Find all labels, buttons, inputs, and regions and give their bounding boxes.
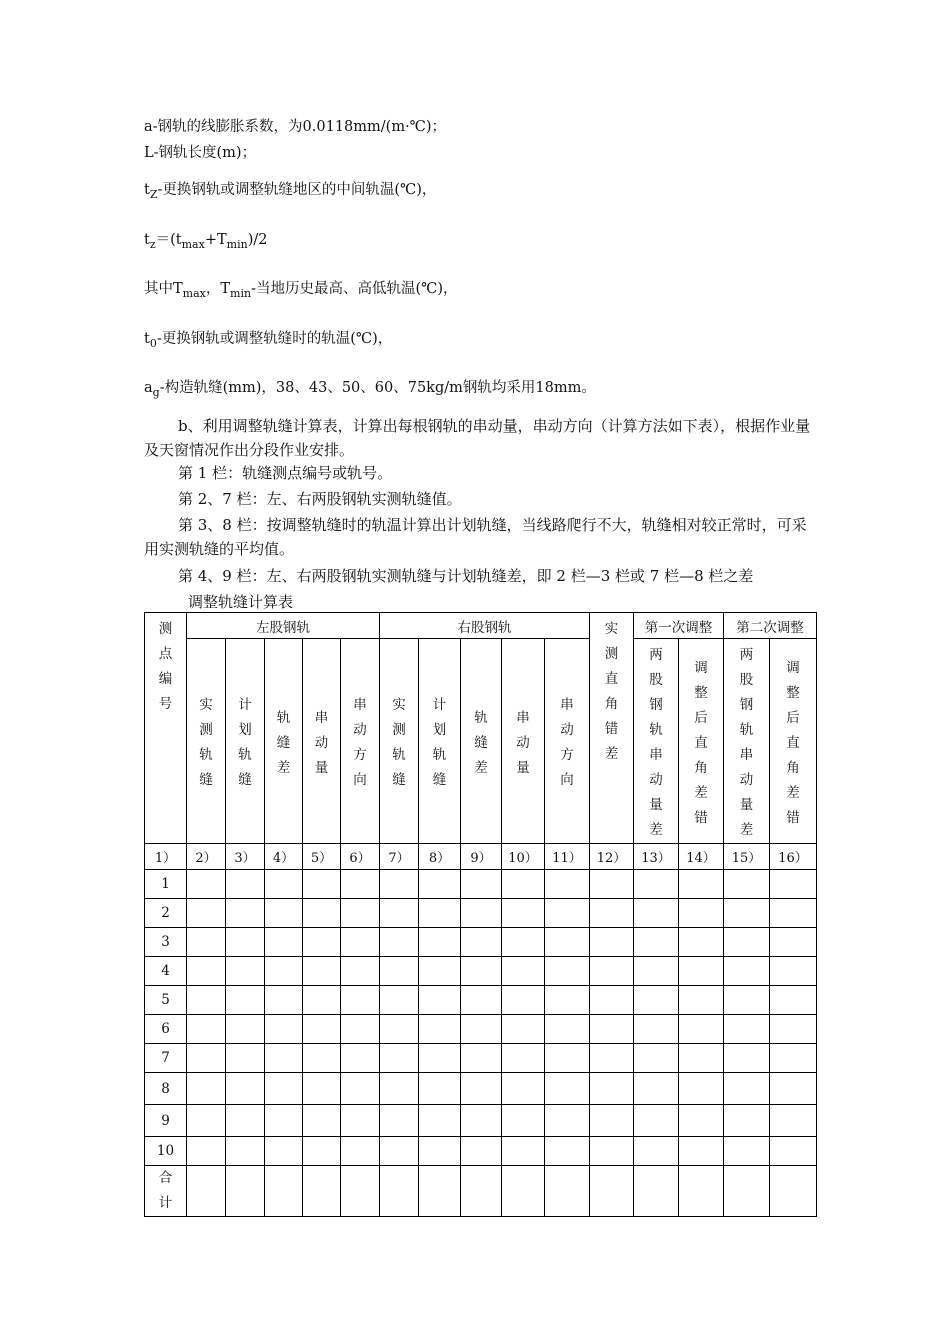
- empty-cell: [502, 928, 545, 957]
- empty-cell: [419, 1137, 461, 1166]
- empty-cell: [502, 870, 545, 899]
- empty-cell: [303, 1166, 341, 1217]
- empty-cell: [380, 986, 419, 1015]
- empty-cell: [770, 1044, 817, 1073]
- empty-cell: [419, 1015, 461, 1044]
- empty-cell: [770, 1015, 817, 1044]
- empty-cell: [590, 1137, 634, 1166]
- empty-cell: [419, 1044, 461, 1073]
- empty-cell: [724, 1166, 770, 1217]
- column-number-cell: 3）: [226, 844, 265, 870]
- header-adjust2-shift-diff: 两股钢轨串动量差: [724, 639, 770, 844]
- empty-cell: [265, 928, 303, 957]
- column-number-cell: 15）: [724, 844, 770, 870]
- empty-cell: [634, 1105, 679, 1137]
- empty-cell: [187, 1044, 226, 1073]
- empty-cell: [502, 1166, 545, 1217]
- header-right-shift-amount: 串动量: [502, 639, 545, 844]
- empty-cell: [380, 1044, 419, 1073]
- table-row: [145, 1015, 817, 1044]
- empty-cell: [341, 1073, 380, 1105]
- empty-cell: [590, 1105, 634, 1137]
- empty-cell: [634, 1015, 679, 1044]
- empty-cell: [226, 1073, 265, 1105]
- empty-cell: [303, 986, 341, 1015]
- column-number-cell: 11）: [545, 844, 590, 870]
- header-adjust1-shift-diff: 两股钢轨串动量差: [634, 639, 679, 844]
- empty-cell: [341, 957, 380, 986]
- empty-cell: [303, 1137, 341, 1166]
- empty-cell: [187, 986, 226, 1015]
- empty-cell: [461, 870, 502, 899]
- empty-cell: [679, 1015, 724, 1044]
- column-number-cell: 1）: [145, 844, 187, 870]
- header-left-rail: 左股钢轨: [187, 613, 380, 639]
- empty-cell: [461, 928, 502, 957]
- text-line-middle-temp: $t_Z-$更换钢轨或调整轨缝地区的中间轨温(℃)，: [144, 182, 437, 201]
- empty-cell: [265, 1015, 303, 1044]
- empty-cell: [265, 870, 303, 899]
- header-second-adjust: 第二次调整: [724, 613, 817, 639]
- empty-cell: [380, 957, 419, 986]
- row-number-cell: 5: [145, 986, 187, 1015]
- empty-cell: [461, 1015, 502, 1044]
- empty-cell: [502, 957, 545, 986]
- empty-cell: [226, 899, 265, 928]
- empty-cell: [226, 986, 265, 1015]
- empty-cell: [724, 1044, 770, 1073]
- empty-cell: [545, 1044, 590, 1073]
- empty-cell: [679, 1105, 724, 1137]
- empty-cell: [341, 1137, 380, 1166]
- empty-cell: [590, 928, 634, 957]
- empty-cell: [634, 1073, 679, 1105]
- column-number-cell: 2）: [187, 844, 226, 870]
- column-number-cell: 4）: [265, 844, 303, 870]
- row-number-cell: 8: [145, 1073, 187, 1105]
- header-left-shift-amount: 串动量: [303, 639, 341, 844]
- empty-cell: [502, 899, 545, 928]
- empty-cell: [380, 1105, 419, 1137]
- column-number-cell: 10）: [502, 844, 545, 870]
- empty-cell: [461, 1073, 502, 1105]
- empty-cell: [380, 928, 419, 957]
- empty-cell: [634, 1044, 679, 1073]
- empty-cell: [545, 1073, 590, 1105]
- total-label-cell: [145, 1166, 187, 1217]
- empty-cell: [679, 899, 724, 928]
- empty-cell: [770, 870, 817, 899]
- empty-cell: [502, 1137, 545, 1166]
- table-row: [145, 986, 817, 1015]
- table-caption: 调整轨缝计算表: [188, 593, 294, 611]
- empty-cell: [187, 870, 226, 899]
- empty-cell: [770, 1137, 817, 1166]
- empty-cell: [187, 1015, 226, 1044]
- header-left-gap-diff: 轨缝差: [265, 639, 303, 844]
- row-number-cell: 10: [145, 1137, 187, 1166]
- empty-cell: [724, 1137, 770, 1166]
- column-number-cell: 14）: [679, 844, 724, 870]
- empty-cell: [341, 899, 380, 928]
- empty-cell: [724, 870, 770, 899]
- empty-cell: [634, 986, 679, 1015]
- empty-cell: [380, 870, 419, 899]
- row-number-cell: 2: [145, 899, 187, 928]
- column-number-cell: 8）: [419, 844, 461, 870]
- empty-cell: [502, 1015, 545, 1044]
- empty-cell: [303, 928, 341, 957]
- rail-gap-table: [144, 612, 817, 1217]
- table-row: [145, 1073, 817, 1105]
- empty-cell: [679, 1073, 724, 1105]
- empty-cell: [770, 986, 817, 1015]
- text-line-t0: $t_0-$更换钢轨或调整轨缝时的轨温(℃)，: [144, 331, 393, 350]
- empty-cell: [341, 1166, 380, 1217]
- empty-cell: [634, 1166, 679, 1217]
- row-number-cell: 4: [145, 957, 187, 986]
- paragraph-col3-8: 第 3、8 栏：按调整轨缝时的轨温计算出计划轨缝，当线路爬行不大，轨缝相对较正常时，可采用实测轨缝的平均值。: [144, 516, 807, 558]
- empty-cell: [226, 957, 265, 986]
- empty-cell: [419, 1105, 461, 1137]
- header-right-planned-gap: 计划轨缝: [419, 639, 461, 844]
- column-number-cell: 12）: [590, 844, 634, 870]
- empty-cell: [380, 1015, 419, 1044]
- empty-cell: [419, 928, 461, 957]
- empty-cell: [502, 1105, 545, 1137]
- header-adjust2-square-error: 调整后直角差错: [770, 639, 817, 844]
- column-number-cell: 7）: [380, 844, 419, 870]
- empty-cell: [770, 1166, 817, 1217]
- empty-cell: [226, 1044, 265, 1073]
- empty-cell: [341, 1015, 380, 1044]
- empty-cell: [226, 1015, 265, 1044]
- empty-cell: [341, 986, 380, 1015]
- text-line-max-min: 其中$T_{max}$，$T_{min}-$当地历史最高、高低轨温(℃)，: [144, 281, 458, 300]
- empty-cell: [341, 870, 380, 899]
- row-number-cell: 6: [145, 1015, 187, 1044]
- empty-cell: [679, 870, 724, 899]
- empty-cell: [679, 1166, 724, 1217]
- row-number-cell: 3: [145, 928, 187, 957]
- empty-cell: [502, 1044, 545, 1073]
- header-left-shift-direction: 串动方向: [341, 639, 380, 844]
- empty-cell: [590, 899, 634, 928]
- empty-cell: [724, 1073, 770, 1105]
- empty-cell: [545, 1105, 590, 1137]
- header-right-shift-direction: 串动方向: [545, 639, 590, 844]
- table-row: [145, 1105, 817, 1137]
- header-first-adjust: 第一次调整: [634, 613, 724, 639]
- empty-cell: [590, 1166, 634, 1217]
- text-line-ag: $a_g-$构造轨缝(mm)，38、43、50、60、75kg/m钢轨均采用18mm。: [144, 380, 596, 399]
- empty-cell: [634, 928, 679, 957]
- empty-cell: [770, 957, 817, 986]
- empty-cell: [770, 899, 817, 928]
- column-number-cell: 9）: [461, 844, 502, 870]
- empty-cell: [341, 1044, 380, 1073]
- empty-cell: [226, 1105, 265, 1137]
- empty-cell: [226, 928, 265, 957]
- empty-cell: [724, 957, 770, 986]
- empty-cell: [590, 1044, 634, 1073]
- header-left-planned-gap: 计划轨缝: [226, 639, 265, 844]
- empty-cell: [634, 1137, 679, 1166]
- empty-cell: [679, 1137, 724, 1166]
- empty-cell: [380, 1166, 419, 1217]
- empty-cell: [770, 1105, 817, 1137]
- paragraph-col1: 第 1 栏：轨缝测点编号或轨号。: [178, 464, 393, 482]
- table-row: [145, 870, 817, 899]
- table-row: [145, 928, 817, 957]
- empty-cell: [724, 986, 770, 1015]
- empty-cell: [303, 870, 341, 899]
- column-number-cell: 6）: [341, 844, 380, 870]
- empty-cell: [634, 957, 679, 986]
- empty-cell: [265, 986, 303, 1015]
- empty-cell: [461, 957, 502, 986]
- header-right-rail: 右股钢轨: [380, 613, 590, 639]
- paragraph-b: b、利用调整轨缝计算表，计算出每根钢轨的串动量，串动方向（计算方法如下表），根据作业量及天窗情况作出分段作业安排。: [144, 417, 811, 459]
- empty-cell: [502, 1073, 545, 1105]
- empty-cell: [341, 928, 380, 957]
- empty-cell: [461, 1044, 502, 1073]
- empty-cell: [461, 899, 502, 928]
- empty-cell: [303, 899, 341, 928]
- empty-cell: [419, 986, 461, 1015]
- empty-cell: [545, 957, 590, 986]
- empty-cell: [265, 1166, 303, 1217]
- empty-cell: [265, 1105, 303, 1137]
- empty-cell: [187, 1137, 226, 1166]
- empty-cell: [461, 986, 502, 1015]
- header-right-measured-gap: 实测轨缝: [380, 639, 419, 844]
- empty-cell: [724, 1015, 770, 1044]
- column-number-cell: 5）: [303, 844, 341, 870]
- empty-cell: [590, 1015, 634, 1044]
- table-row: [145, 957, 817, 986]
- empty-cell: [590, 870, 634, 899]
- table-row: [145, 1137, 817, 1166]
- empty-cell: [461, 1105, 502, 1137]
- empty-cell: [634, 899, 679, 928]
- empty-cell: [461, 1166, 502, 1217]
- empty-cell: [590, 1073, 634, 1105]
- empty-cell: [303, 1015, 341, 1044]
- empty-cell: [724, 1105, 770, 1137]
- total-row: [145, 1166, 817, 1217]
- empty-cell: [419, 957, 461, 986]
- empty-cell: [265, 899, 303, 928]
- empty-cell: [226, 1137, 265, 1166]
- empty-cell: [187, 1166, 226, 1217]
- formula-line-tz: $t_z=(t_{max}+T_{min})/2$: [144, 232, 268, 251]
- empty-cell: [380, 1137, 419, 1166]
- empty-cell: [265, 1044, 303, 1073]
- empty-cell: [419, 870, 461, 899]
- empty-cell: [187, 1073, 226, 1105]
- empty-cell: [187, 957, 226, 986]
- empty-cell: [545, 870, 590, 899]
- empty-cell: [590, 986, 634, 1015]
- empty-cell: [679, 957, 724, 986]
- empty-cell: [545, 1166, 590, 1217]
- empty-cell: [187, 899, 226, 928]
- empty-cell: [303, 1073, 341, 1105]
- empty-cell: [380, 899, 419, 928]
- empty-cell: [341, 1105, 380, 1137]
- empty-cell: [303, 1105, 341, 1137]
- table-row: [145, 1044, 817, 1073]
- empty-cell: [545, 1137, 590, 1166]
- table-row: [145, 899, 817, 928]
- header-left-measured-gap: 实测轨缝: [187, 639, 226, 844]
- header-right-gap-diff: 轨缝差: [461, 639, 502, 844]
- empty-cell: [187, 1105, 226, 1137]
- row-number-cell: 1: [145, 870, 187, 899]
- column-number-cell: 13）: [634, 844, 679, 870]
- header-measured-square-error: 实测直角错差: [590, 613, 634, 844]
- text-line-expansion-coef: a-钢轨的线膨胀系数，为0.0118mm/(m·℃)；: [144, 119, 447, 135]
- empty-cell: [679, 986, 724, 1015]
- empty-cell: [679, 1044, 724, 1073]
- empty-cell: [226, 870, 265, 899]
- empty-cell: [419, 899, 461, 928]
- empty-cell: [770, 928, 817, 957]
- empty-cell: [303, 1044, 341, 1073]
- text-line-rail-length: L-钢轨长度(m)；: [144, 145, 257, 161]
- empty-cell: [679, 928, 724, 957]
- empty-cell: [545, 928, 590, 957]
- empty-cell: [380, 1073, 419, 1105]
- row-number-cell: 7: [145, 1044, 187, 1073]
- empty-cell: [303, 957, 341, 986]
- row-number-cell: 9: [145, 1105, 187, 1137]
- column-number-row: [145, 844, 817, 870]
- empty-cell: [502, 986, 545, 1015]
- empty-cell: [226, 1166, 265, 1217]
- empty-cell: [724, 899, 770, 928]
- empty-cell: [545, 986, 590, 1015]
- empty-cell: [590, 957, 634, 986]
- total-label: 合计: [158, 1170, 173, 1211]
- empty-cell: [419, 1166, 461, 1217]
- empty-cell: [545, 899, 590, 928]
- empty-cell: [724, 928, 770, 957]
- header-adjust1-square-error: 调整后直角差错: [679, 639, 724, 844]
- empty-cell: [187, 928, 226, 957]
- empty-cell: [634, 870, 679, 899]
- empty-cell: [461, 1137, 502, 1166]
- empty-cell: [545, 1015, 590, 1044]
- column-number-cell: 16）: [770, 844, 817, 870]
- header-point-number: 测点编号: [145, 613, 187, 844]
- paragraph-col4-9: 第 4、9 栏：左、右两股钢轨实测轨缝与计划轨缝差，即 2 栏—3 栏或 7 栏—8 栏之差: [178, 567, 754, 585]
- empty-cell: [770, 1073, 817, 1105]
- empty-cell: [265, 1137, 303, 1166]
- empty-cell: [265, 957, 303, 986]
- empty-cell: [419, 1073, 461, 1105]
- empty-cell: [265, 1073, 303, 1105]
- paragraph-col2-7: 第 2、7 栏：左、右两股钢轨实测轨缝值。: [178, 490, 462, 508]
